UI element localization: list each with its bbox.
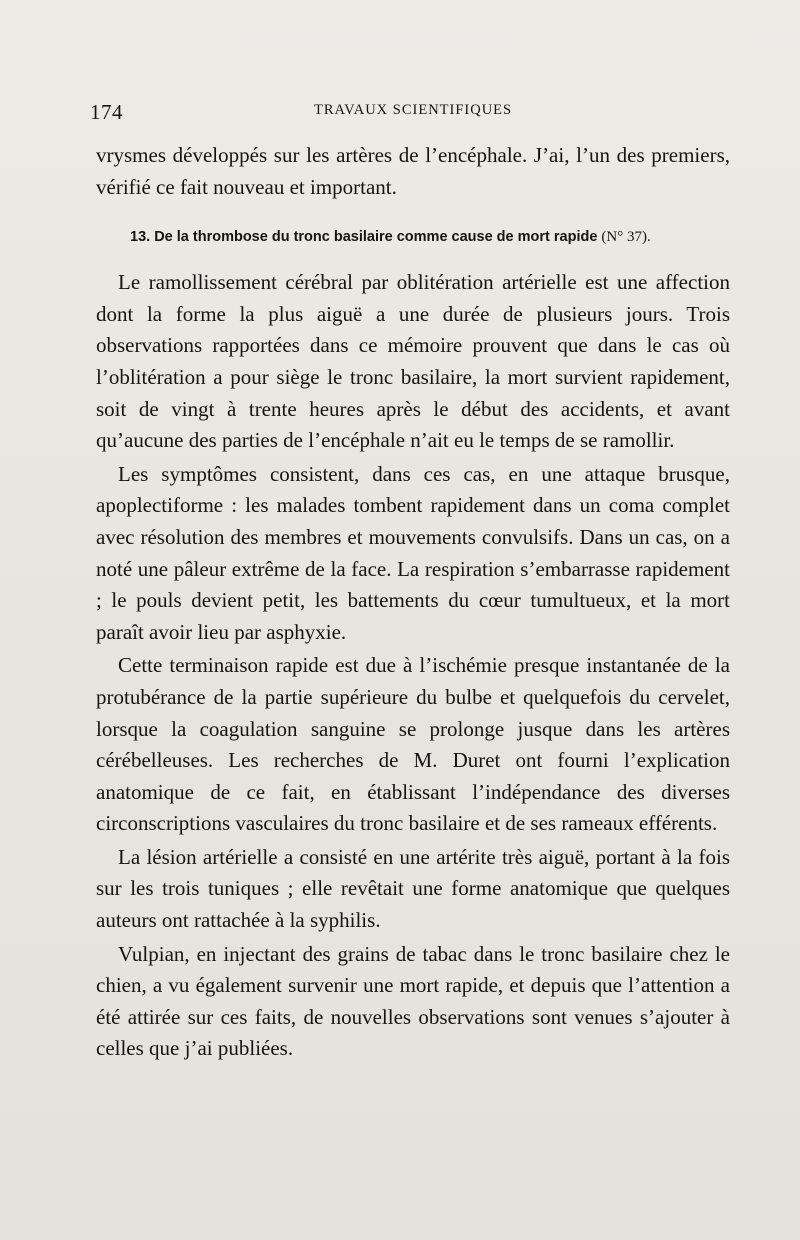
section-reference: (N° 37). bbox=[601, 229, 651, 246]
intro-paragraph: vrysmes développés sur les artères de l’encéphale. J’ai, l’un des premiers, vérifié ce fait nouveau et important. bbox=[96, 143, 730, 199]
section-heading bbox=[130, 226, 730, 248]
page-number: 174 bbox=[90, 100, 123, 124]
paragraph-4: La lésion artérielle a consisté en une artérite très aiguë, portant à la fois sur les trois tuniques ; elle revêtait une forme anatomique que quelques auteurs ont rattachée à la syphilis. bbox=[96, 844, 730, 933]
paragraph-5: Vulpian, en injectant des grains de tabac dans le tronc basilaire chez le chien, a vu également survenir une mort rapide, et depuis que l’attention a été attirée sur ces faits, de nouvelles observations sont venues s’ajouter à celles que j’ai publiées. bbox=[96, 941, 730, 1061]
running-head: TRAVAUX SCIENTIFIQUES bbox=[314, 102, 513, 118]
paragraph-1: Le ramollissement cérébral par oblitération artérielle est une affection dont la forme la plus aiguë a une durée de plusieurs jours. Trois observations rapportées dans ce mémoire prouvent que dans le cas où l’oblitération a pour siège le tronc basilaire, la mort survient rapidement, soit de vingt à trente heures après le début des accidents, et avant qu’aucune des parties de l’encéphale n’ait eu le temps de se ramollir. bbox=[96, 270, 730, 453]
paragraph-2: Les symptômes consistent, dans ces cas, en une attaque brusque, apoplectiforme : les malades tombent rapidement dans un coma complet avec résolution des membres et mouvements convulsifs. Dans un cas, on a noté une pâleur extrême de la face. La respiration s’embarrasse rapidement ; le pouls devient petit, les battements du cœur tumultueux, et la mort paraît avoir lieu par asphyxie. bbox=[96, 461, 730, 644]
page-header bbox=[90, 98, 730, 128]
body-text bbox=[96, 140, 730, 1065]
section-title: De la thrombose du tronc basilaire comme cause de mort rapide bbox=[154, 229, 598, 246]
paragraph-3: Cette terminaison rapide est due à l’ischémie presque instantanée de la protubérance de la partie supérieure du bulbe et quelquefois du cervelet, lorsque la coagulation sanguine se prolonge jusque dans les artères cérébelleuses. Les recherches de M. Duret ont fourni l’explication anatomique de ce fait, en établissant l’indépendance des diverses circonscriptions vasculaires du tronc basilaire et de ses rameaux efférents. bbox=[96, 653, 730, 836]
section-number: 13. bbox=[130, 229, 151, 246]
